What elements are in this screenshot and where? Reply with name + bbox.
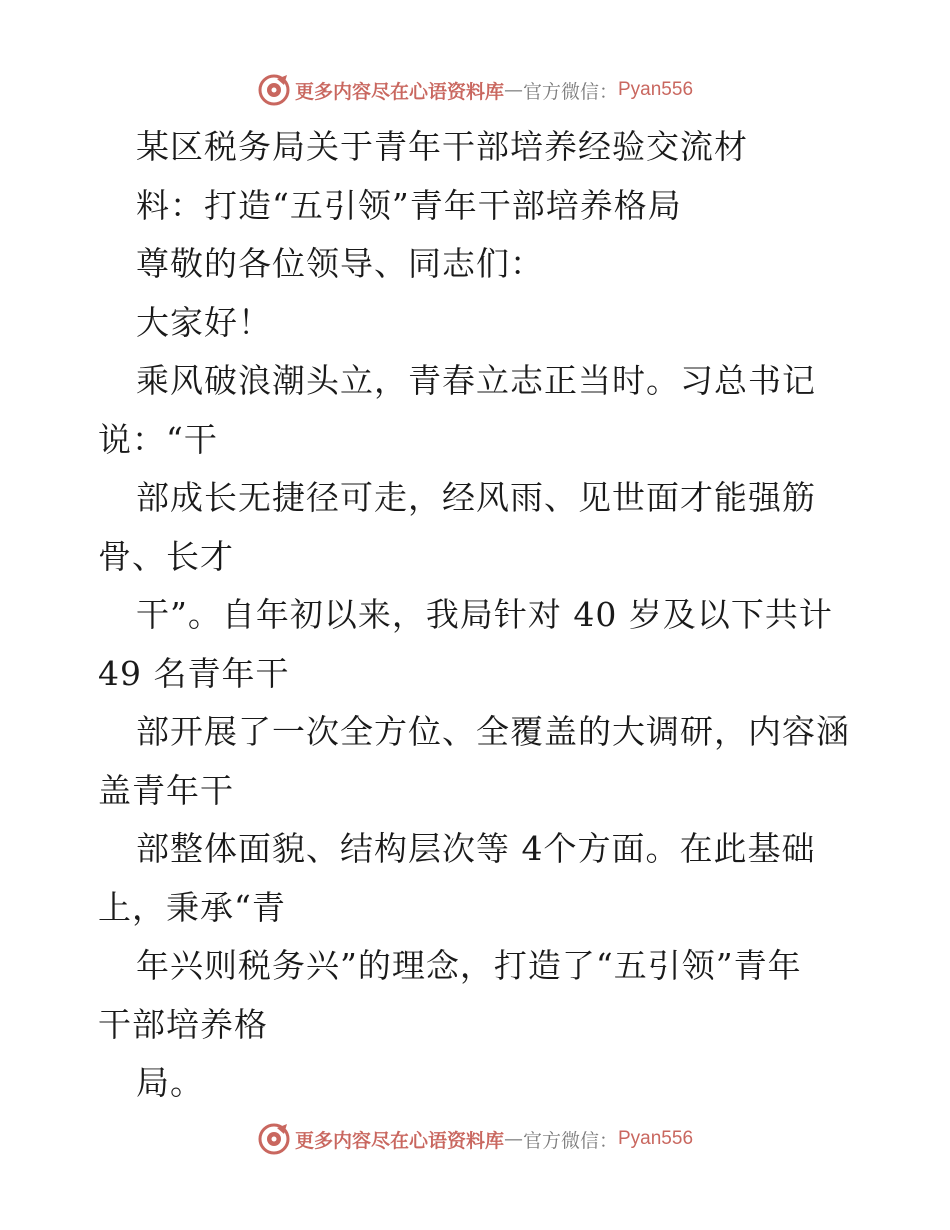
text-line: 盖青年干 bbox=[98, 770, 234, 810]
text-line: 部开展了一次全方位、全覆盖的大调研，内容涵 bbox=[136, 712, 850, 751]
banner-wechat-handle: Pyan556 bbox=[618, 1128, 694, 1149]
document-body bbox=[98, 118, 878, 1113]
banner-wechat-handle: Pyan556 bbox=[618, 79, 694, 100]
text-line: 料：打造“五引领”青年干部培养格局 bbox=[136, 185, 682, 225]
logo-icon bbox=[257, 1122, 291, 1156]
text-line: 说：“干 bbox=[98, 419, 218, 459]
text-line: 49 名青年干 bbox=[98, 653, 290, 693]
text-line: 乘风破浪潮头立，青春立志正当时。习总书记 bbox=[136, 361, 816, 400]
text-line: 干”。自年初以来，我局针对 40 岁及以下共计 bbox=[136, 595, 833, 634]
text-line: 某区税务局关于青年干部培养经验交流材 bbox=[136, 127, 748, 166]
text-line: 部成长无捷径可走，经风雨、见世面才能强筋 bbox=[136, 478, 816, 517]
footer-banner bbox=[0, 1119, 950, 1159]
banner-dash: — bbox=[503, 79, 523, 101]
text-line: 骨、长才 bbox=[98, 536, 234, 576]
text-line: 尊敬的各位领导、同志们： bbox=[136, 244, 544, 283]
header-banner bbox=[0, 70, 950, 110]
banner-label: 更多内容尽在心语资料库 bbox=[294, 80, 504, 103]
text-line: 干部培养格 bbox=[98, 1004, 268, 1044]
banner-wechat-label: 官方微信： bbox=[522, 1129, 618, 1152]
logo-icon bbox=[257, 73, 291, 107]
banner-dash: — bbox=[503, 1128, 523, 1150]
text-line: 部整体面貌、结构层次等 4个方面。在此基础 bbox=[136, 829, 816, 868]
banner-label: 更多内容尽在心语资料库 bbox=[294, 1129, 504, 1152]
text-line: 大家好！ bbox=[136, 302, 272, 342]
text-line: 年兴则税务兴”的理念，打造了“五引领”青年 bbox=[136, 946, 802, 985]
text-line: 局。 bbox=[136, 1063, 204, 1102]
banner-wechat-label: 官方微信： bbox=[522, 80, 618, 103]
text-line: 上，秉承“青 bbox=[98, 887, 286, 927]
